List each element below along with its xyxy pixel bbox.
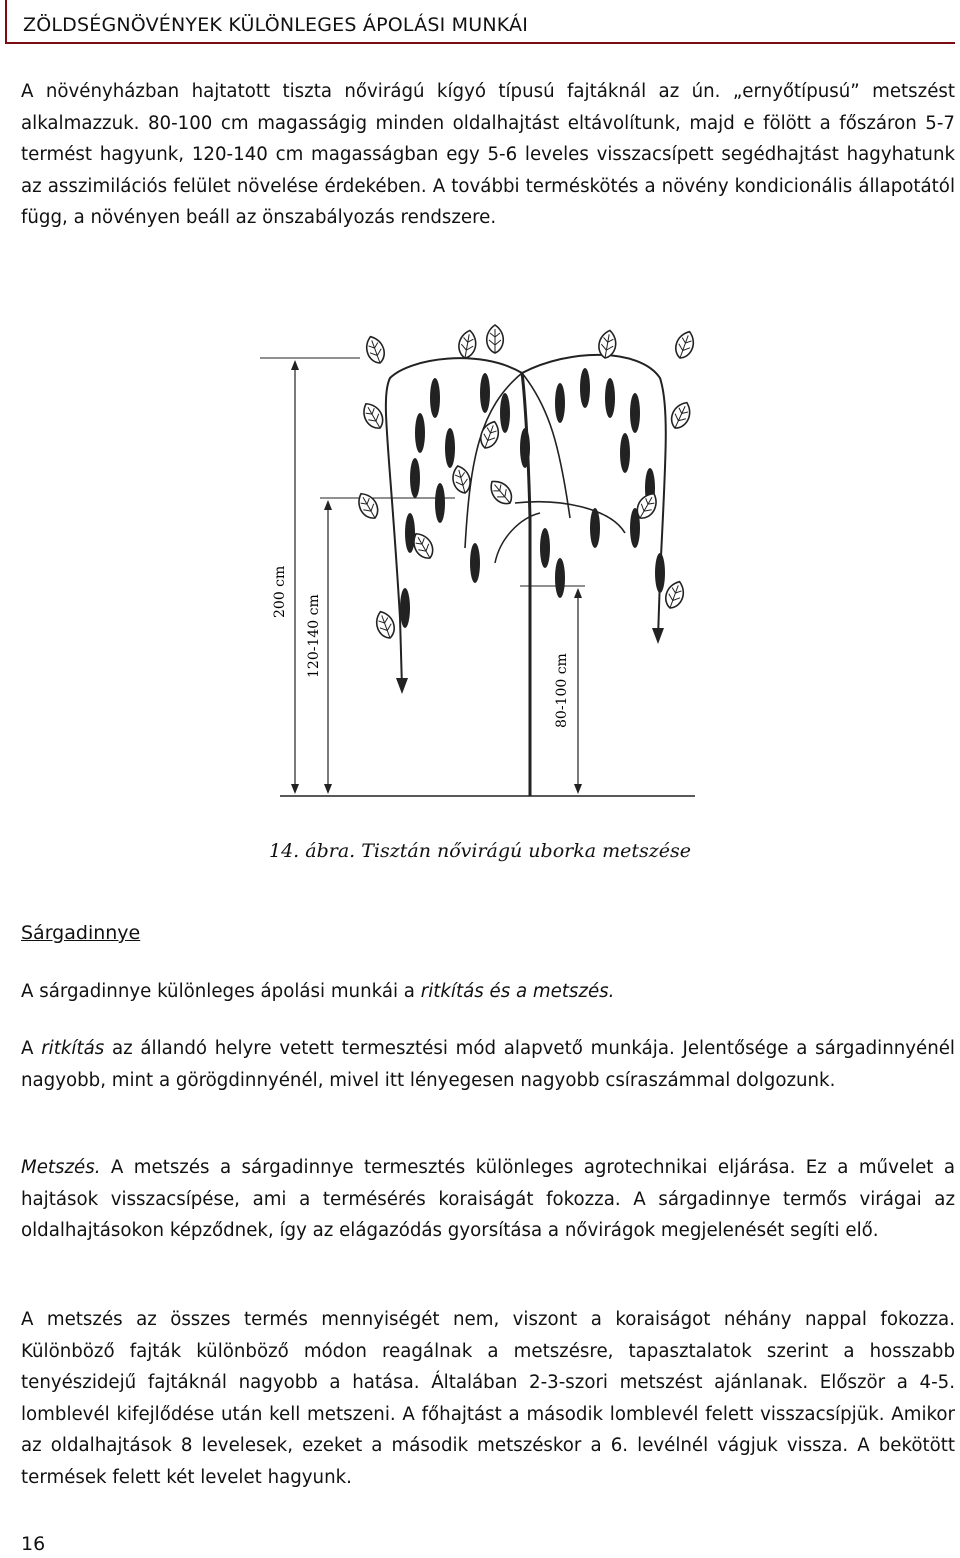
pruning-diagram: [240, 318, 735, 813]
melon-intro-text: A sárgadinnye különleges ápolási munkái a: [21, 981, 421, 1002]
figure-caption: 14. ábra. Tisztán nővirágú uborka metszése: [268, 840, 692, 862]
section-heading: Sárgadinnye: [21, 922, 141, 944]
pruning-term: Metszés.: [21, 1157, 101, 1178]
intro-paragraph: A növényházban hajtatott tiszta nővirágú kígyó típusú fajtáknál az ún. „ernyőtípusú” metszést alkalmazzuk. 80-100 cm magasságig minden oldalhajtást eltávolítunk, majd e fölött a főszáron 5-7 termést hagyunk, 120-140 cm magasságban egy 5-6 leveles visszacsípett segédhajtást hagyhatunk az asszimilációs felület növelése érdekében. A további terméskötés a növény kondicionális állapotától függ, a növényen beáll az önszabályozás rendszere.: [21, 81, 955, 229]
thinning-text: az állandó helyre vetett termesztési mód alapvető munkája. Jelentősége a sárgadinnyénél nagyobb, mint a görögdinnyénél, mivel itt lényegesen nagyobb csíraszámmal dolgozunk.: [21, 1038, 955, 1091]
label-80-100cm: 80-100 cm: [554, 653, 570, 728]
pruning-details-paragraph: A metszés az összes termés mennyiségét nem, viszont a koraiságot néhány nappal fokozza. Különböző fajták különböző módon reagálnak a metszésre, tapasztalatok szerint a hosszabb tenyészidejű fajtáknál nagyobb a hatása. Általában 2-3-szori metszést ajánlanak. Először a 4-5. lomblevél kifejlődése után kell metszeni. A főhajtást a második lomblevél felett visszacsípjük. Amikor az oldalhajtások 8 levelesek, ezeket a második metszéskor a 6. levélnél vágjuk vissza. A bekötött termések felett két levelet hagyunk.: [21, 1309, 955, 1488]
pruning-text: A metszés a sárgadinnye termesztés különleges agrotechnikai eljárása. Ez a művelet a hajtások visszacsípése, ami a termésérés koraiságát fokozza. A sárgadinnye termős virágai az oldalhajtásokon képződnek, így az elágazódás gyorsítása a nővirágok megjelenését segíti elő.: [21, 1157, 955, 1242]
cucumber-pruning-figure: [240, 318, 735, 813]
label-120-140cm: 120-140 cm: [306, 594, 322, 678]
thinning-pre: A: [21, 1038, 42, 1059]
page-number: 16: [21, 1533, 46, 1555]
thinning-term: ritkítás: [41, 1038, 105, 1059]
label-200cm: 200 cm: [272, 565, 288, 618]
thinning-paragraph: [21, 1033, 955, 1096]
header-title: ZÖLDSÉGNÖVÉNYEK KÜLÖNLEGES ÁPOLÁSI MUNKÁI: [23, 14, 529, 36]
page-header: [5, 0, 955, 44]
melon-intro-paragraph: [21, 976, 955, 1008]
melon-intro-emphasis: ritkítás és a metszés.: [420, 981, 615, 1002]
pruning-paragraph: [21, 1152, 955, 1247]
